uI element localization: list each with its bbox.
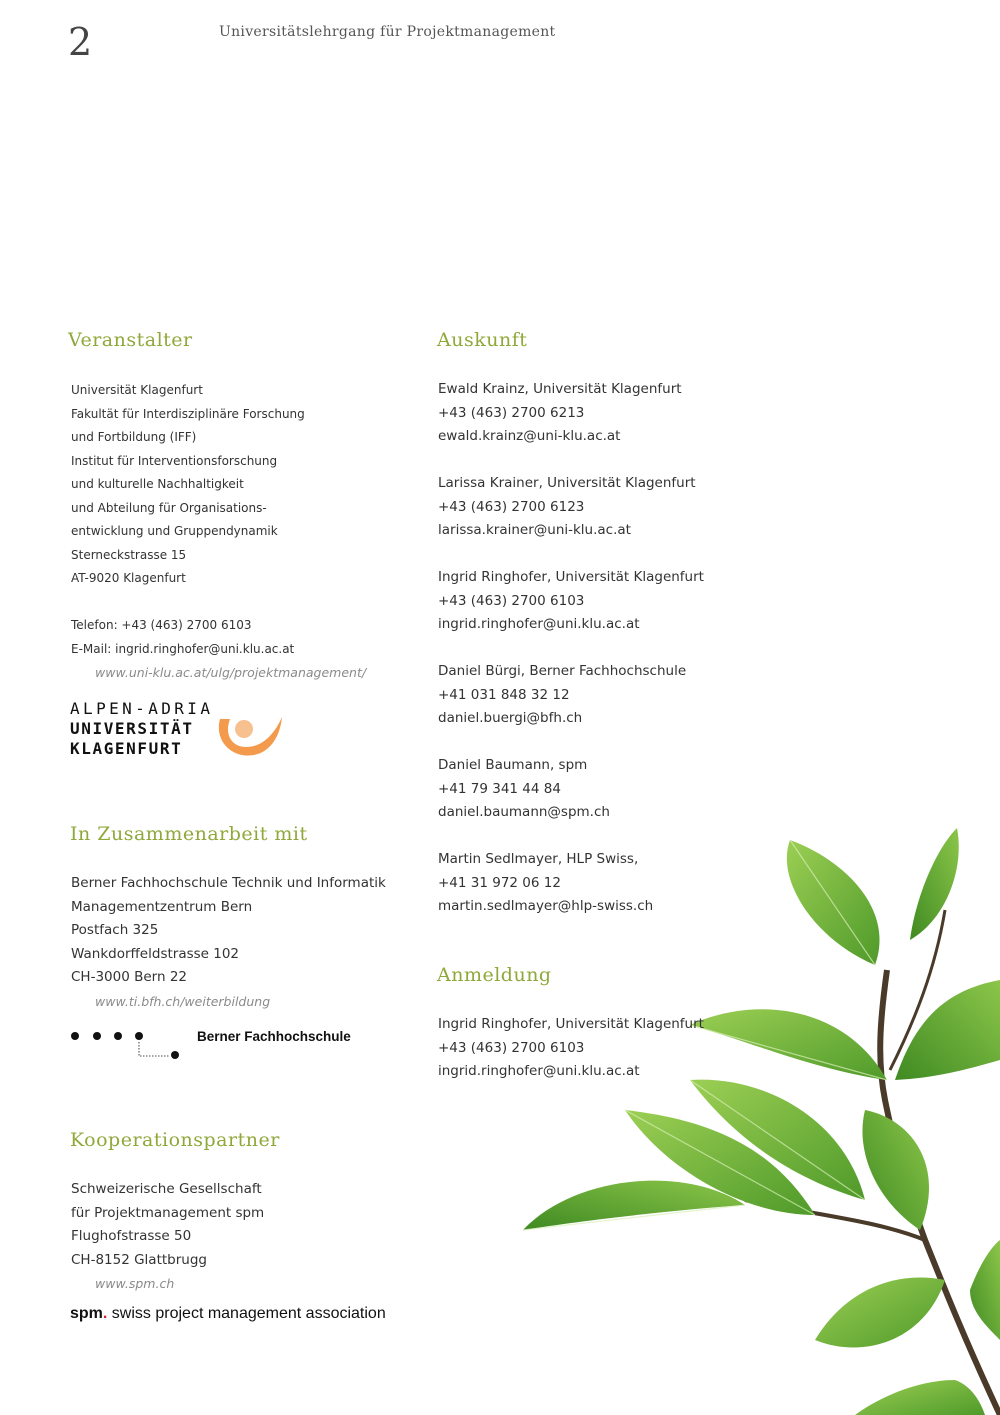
spm-logo-text: swiss project management association [107, 1305, 386, 1322]
contact-entry [438, 848, 704, 919]
contact-email[interactable]: larissa.krainer@uni-klu.ac.at [438, 522, 631, 538]
bfh-dots-icon [70, 1026, 190, 1066]
spm-logo [70, 1305, 386, 1323]
address-line: Institut für Interventionsforschung [71, 453, 278, 468]
contact-name: Daniel Bürgi, Berner Fachhochschule [438, 663, 687, 679]
address-line: entwicklung und Gruppendynamik [71, 524, 278, 538]
veranstalter-email[interactable]: E-Mail: ingrid.ringhofer@uni.klu.ac.at [71, 641, 295, 656]
contact-name: Daniel Baumann, spm [438, 757, 588, 773]
address-line: Universität Klagenfurt [71, 383, 203, 397]
anmeldung-contact [438, 1013, 704, 1084]
kooperation-address [71, 1178, 264, 1296]
address-line: CH-8152 Glattbrugg [71, 1251, 207, 1268]
contact-name: Ewald Krainz, Universität Klagenfurt [438, 381, 682, 397]
heading-anmeldung: Anmeldung [437, 964, 552, 986]
contact-phone: +43 (463) 2700 6103 [438, 1039, 585, 1056]
veranstalter-address [71, 379, 366, 685]
address-line: Postfach 325 [71, 922, 159, 938]
heading-zusammenarbeit: In Zusammenarbeit mit [70, 823, 308, 845]
contact-name: Ingrid Ringhofer, Universität Klagenfurt [438, 569, 704, 585]
contact-phone: +43 (463) 2700 6213 [438, 404, 585, 421]
contact-phone: +41 031 848 32 12 [438, 686, 570, 703]
veranstalter-phone: Telefon: +43 (463) 2700 6103 [71, 618, 252, 632]
contact-email[interactable]: ingrid.ringhofer@uni.klu.ac.at [438, 1063, 640, 1079]
contact-name: Ingrid Ringhofer, Universität Klagenfurt [438, 1016, 704, 1032]
address-line: Sterneckstrasse 15 [71, 547, 187, 562]
contact-entry [438, 472, 704, 543]
address-line: Fakultät für Interdisziplinäre Forschung [71, 406, 305, 421]
kooperation-url-link[interactable]: www.spm.ch [95, 1276, 175, 1291]
berner-fachhochschule-logo [70, 1026, 370, 1066]
address-line: Managementzentrum Bern [71, 898, 253, 915]
heading-veranstalter: Veranstalter [68, 329, 193, 351]
contact-email[interactable]: daniel.baumann@spm.ch [438, 804, 610, 820]
contact-name: Martin Sedlmayer, HLP Swiss, [438, 851, 639, 867]
contact-entry [438, 754, 704, 825]
address-line: für Projektmanagement spm [71, 1204, 265, 1221]
auskunft-contacts [438, 378, 704, 919]
contact-phone: +41 79 341 44 84 [438, 780, 561, 797]
contact-entry [438, 660, 704, 731]
contact-phone: +43 (463) 2700 6123 [438, 498, 585, 515]
contact-phone: +41 31 972 06 12 [438, 874, 561, 891]
spm-logo-mark: spm [70, 1305, 103, 1322]
heading-auskunft: Auskunft [437, 329, 528, 351]
aau-swoosh-icon [216, 713, 286, 761]
logo-line: UNIVERSITÄT [70, 719, 194, 738]
address-line: Schweizerische Gesellschaft [71, 1181, 262, 1197]
page-number: 2 [68, 20, 93, 64]
address-line: und kulturelle Nachhaltigkeit [71, 477, 244, 491]
contact-entry [438, 378, 704, 449]
zusammenarbeit-address [71, 872, 386, 1013]
veranstalter-url-link[interactable]: www.uni-klu.ac.at/ulg/projektmanagement/ [95, 665, 367, 680]
contact-email[interactable]: ingrid.ringhofer@uni.klu.ac.at [438, 616, 640, 632]
logo-line: KLAGENFURT [70, 739, 183, 758]
address-line: CH-3000 Bern 22 [71, 969, 188, 985]
contact-name: Larissa Krainer, Universität Klagenfurt [438, 475, 696, 491]
address-line: Wankdorffeldstrasse 102 [71, 945, 240, 962]
address-line: Berner Fachhochschule Technik und Informatik [71, 875, 386, 891]
running-title: Universitätslehrgang für Projektmanagement [219, 24, 556, 40]
contact-phone: +43 (463) 2700 6103 [438, 592, 585, 609]
contact-email[interactable]: martin.sedlmayer@hlp-swiss.ch [438, 898, 654, 914]
bfh-logo-text: Berner Fachhochschule [197, 1029, 351, 1044]
contact-entry [438, 566, 704, 637]
heading-kooperationspartner: Kooperationspartner [70, 1129, 280, 1151]
contact-email[interactable]: ewald.krainz@uni-klu.ac.at [438, 428, 621, 444]
alpen-adria-universitaet-logo [70, 699, 300, 763]
logo-line: ALPEN-ADRIA [70, 699, 214, 718]
address-line: AT-9020 Klagenfurt [71, 571, 186, 585]
address-line: Flughofstrasse 50 [71, 1228, 192, 1244]
spm-logo-dot: . [102, 1305, 108, 1322]
address-line: und Fortbildung (IFF) [71, 430, 197, 444]
zusammenarbeit-url-link[interactable]: www.ti.bfh.ch/weiterbildung [95, 993, 271, 1009]
address-line: und Abteilung für Organisations- [71, 500, 267, 515]
contact-email[interactable]: daniel.buergi@bfh.ch [438, 710, 583, 726]
